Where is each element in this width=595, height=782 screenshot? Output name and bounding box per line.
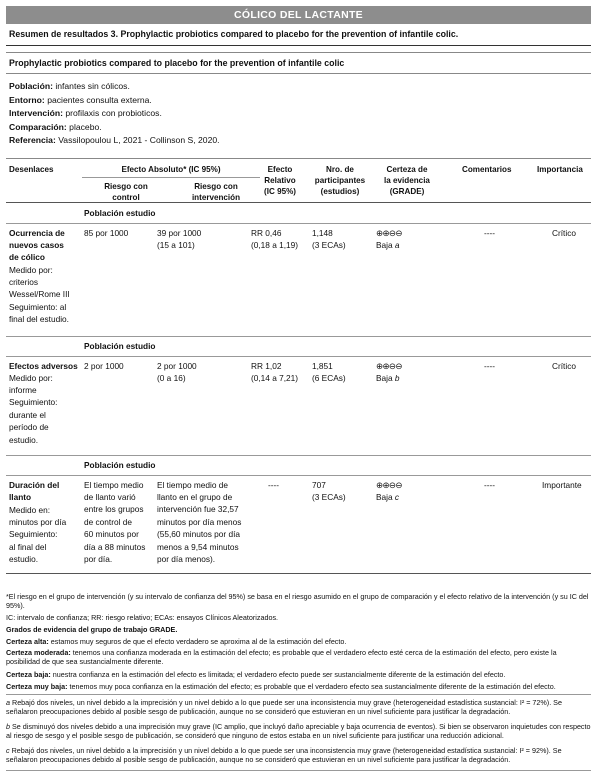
comments: ---- [484,479,496,490]
footnote-abbreviations: IC: intervalo de confianza; RR: riesgo relativo; ECAs: ensayos Clínicos Aleatorizados. [6,613,279,622]
header-outcomes: Desenlaces [9,164,54,174]
importance: Importante [542,479,582,490]
divider [6,223,591,224]
population-label: Población estudio [84,207,156,218]
divider [6,202,591,203]
header-comments: Comentarios [462,164,512,174]
pico-comparison: Comparación: placebo. [9,121,102,132]
control-risk: El tiempo medio de llanto varió entre los grupos de control de 60 minutos por día a 88 minutos por día. [84,479,146,564]
divider [6,573,591,574]
pico-summary [6,74,591,148]
pico-population: Población: infantes sin cólicos. [9,81,130,91]
certainty: ⊕⊕⊖⊖ Baja b [376,360,402,383]
outcome-detail: Medido por: informe Seguimiento: durante el período de estudio. [9,372,58,445]
footnote-asterisk: *El riesgo en el grupo de intervención (y su intervalo de confianza del 95%) se basa en el riesgo asumido en el grupo de comparación y el efecto relativo de la intervención (y su IC del 95%). [6,592,589,611]
divider [6,475,591,476]
grade-symbols-icon: ⊕⊕⊖⊖ [376,479,402,490]
intervention-risk: El tiempo medio de llanto en el grupo de intervención fue 32,57 minutos por día menos (55,60 minutos por día menos a 9,54 minutos por día menos). [157,479,242,564]
relative-effect: RR 1,02 (0,14 a 7,21) [251,360,299,383]
importance: Crítico [552,227,576,238]
population-label: Población estudio [84,459,156,470]
divider [6,694,591,695]
header-relative-effect: Efecto Relativo (IC 95%) [264,164,296,196]
grades-title: Grados de evidencia del grupo de trabajo GRADE. [6,625,178,634]
header-participants: Nro. de participantes (estudios) [314,164,366,196]
header-absolute-effect: Efecto Absoluto* (IC 95%) [121,164,221,174]
table-subtitle: Prophylactic probiotics compared to placebo for the prevention of infantile colic [6,52,591,74]
divider [6,356,591,357]
pico-setting: Entorno: pacientes consulta externa. [9,94,152,105]
header-importance: Importancia [537,164,583,174]
header-certainty: Certeza de la evidencia (GRADE) [384,164,430,196]
grade-symbols-icon: ⊕⊕⊖⊖ [376,360,402,371]
participants: 1,148 (3 ECAs) [312,227,346,250]
intervention-risk: 39 por 1000 (15 a 101) [157,227,202,250]
footnote-c: c Rebajó dos niveles, un nivel debido a la imprecisión y un nivel debido a lo que puede ser una inconsistencia muy grave (heterogeneidad estadística sustancial: I² = 92%). Se señalaron preocupaciones debido al posible sesgo de publicación, aunque no se consideró que estuvieran en un nivel suficiente para justificar la degradación. [6,746,562,765]
page [6,6,591,765]
outcome-detail: Medido en: minutos por día Seguimiento: al final del estudio. [9,504,67,565]
intervention-risk: 2 por 1000 (0 a 16) [157,360,197,383]
relative-effect: RR 0,46 (0,18 a 1,19) [251,227,299,250]
outcome-title: Duración del llanto [9,479,60,502]
outcome-title: Ocurrencia de nuevos casos de cólico [9,227,65,263]
participants: 1,851 (6 ECAs) [312,360,346,383]
certainty: ⊕⊕⊖⊖ Baja c [376,479,402,502]
results-table [6,159,591,583]
pico-intervention: Intervención: profilaxis con probioticos. [9,108,162,118]
divider [6,455,591,456]
grade-high: Certeza alta: estamos muy seguros de que el efecto verdadero se aproxima al de la estimación del efecto. [6,637,347,646]
divider [82,177,260,178]
footnote-a: a Rebajó dos niveles, un nivel debido a la imprecisión y un nivel debido a lo que puede ser una inconsistencia muy grave (heterogeneidad estadística sustancial: I² = 72%). Se señalaron preocupaciones debido al posible sesgo de publicación, aunque no se consideró que estuvieran en un nivel suficiente para justificar la degradación. [6,698,562,717]
grade-low: Certeza baja: nuestra confianza en la estimación del efecto es limitada; el verdadero efecto puede ser sustancialmente diferente de la estimación del efecto. [6,670,506,679]
importance: Crítico [552,360,576,371]
grade-very-low: Certeza muy baja: tenemos muy poca confianza en la estimación del efecto; es probable que el verdadero efecto sea sustancialmente diferente de la estimación del efecto. [6,682,556,691]
population-label: Población estudio [84,340,156,351]
header-intervention-risk: Riesgo con intervención [191,181,241,202]
comments: ---- [484,360,496,371]
grade-moderate: Certeza moderada: tenemos una confianza moderada en la estimación del efecto; es probable que el verdadero efecto esté cerca de la estimación del efecto, pero existe la posibilidad de que sea sustancialmente diferente. [6,648,557,667]
divider [6,336,591,337]
certainty: ⊕⊕⊖⊖ Baja a [376,227,402,250]
relative-effect: ---- [268,479,280,490]
grade-symbols-icon: ⊕⊕⊖⊖ [376,227,402,238]
header-control-risk: Riesgo con control [104,181,148,202]
footnote-b: b Se disminuyó dos niveles debido a una imprecisión muy grave (IC amplio, que incluyó daño apreciable y baja ocurrencia de eventos). Si bien se observaron inquietudes con respecto al riesgo de sesgo y el posible sesgo de publicación, se consideró que ninguno de estos estaba en un nivel suficiente para justificar una reducción adicional. [6,722,591,741]
control-risk: 85 por 1000 [84,227,129,238]
pico-reference: Referencia: Vassilopoulou L, 2021 - Collinson S, 2020. [9,135,220,145]
section-banner: CÓLICO DEL LACTANTE [6,6,591,24]
comments: ---- [484,227,496,238]
control-risk: 2 por 1000 [84,360,124,371]
participants: 707 (3 ECAs) [312,479,346,502]
outcome-title: Efectos adversos [9,360,78,371]
outcome-detail: Medido por: criterios Wessel/Rome III Seguimiento: al final del estudio. [9,264,70,325]
divider [6,770,591,771]
table-title: Resumen de resultados 3. Prophylactic probiotics compared to placebo for the prevention of infantile colic. [6,24,591,46]
